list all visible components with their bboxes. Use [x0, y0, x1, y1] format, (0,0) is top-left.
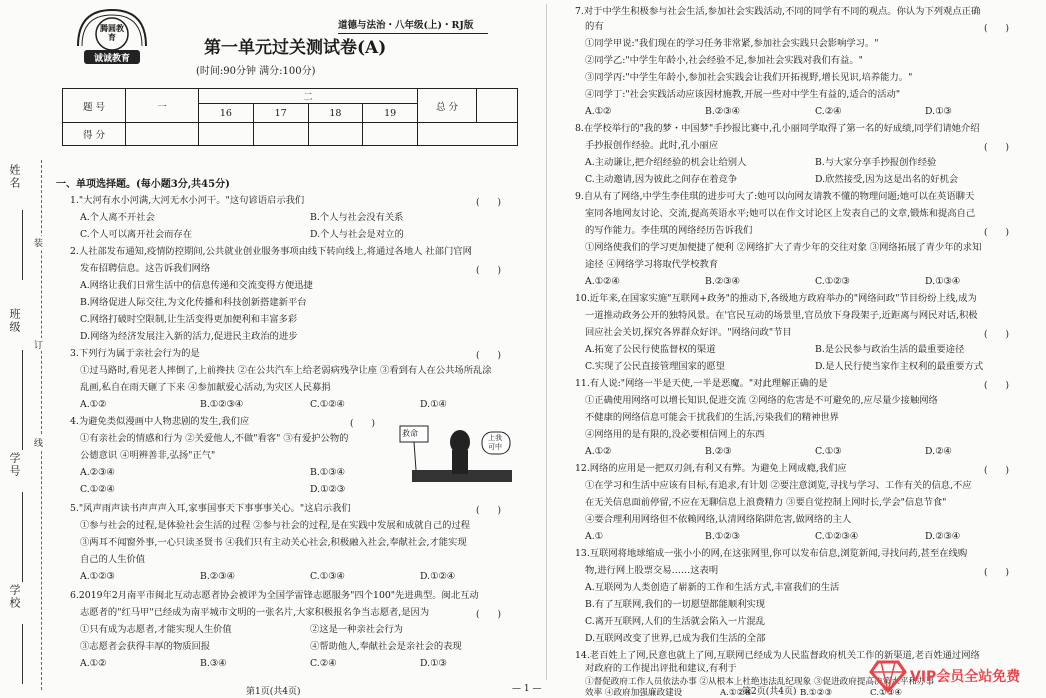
question-stem: 7.对于中学生积极参与社会生活,参加社会实践活动,不同的同学有不同的观点。你认为下列观点正确 [575, 6, 981, 17]
answer-option: D.互联网改变了世界,已成为我们生活的全部 [585, 633, 766, 644]
answer-option: D.①②③ [310, 484, 346, 495]
answer-option: C.实现了公民直接管理国家的愿望 [585, 361, 725, 372]
answer-option: B.②③④ [200, 571, 235, 582]
margin-number-label: 学号 [8, 452, 21, 478]
question-statement: ①参与社会的过程,是体验社会生活的过程 ②参与社会的过程,是在实践中发展和成就自己的过程 [80, 520, 471, 531]
question-stem: 对政府的工作提出评批和建议,有利于 [585, 663, 737, 674]
page-footer-right: 第2页(共4页) [742, 687, 797, 697]
score-table-header: 18 [308, 104, 363, 123]
answer-option: D.②④ [925, 446, 952, 457]
binding-mark: 订 [34, 338, 43, 351]
question-statement: ②同学乙:"中学生年龄小,社会经验不足,参加社会实践对我们有益。" [585, 55, 863, 66]
answer-bracket[interactable]: ( ) [350, 419, 376, 429]
answer-bracket[interactable]: ( ) [476, 198, 502, 208]
answer-option: C.①②④ [80, 484, 115, 495]
answer-bracket[interactable]: ( ) [984, 466, 1010, 476]
question-stem: 5."风声雨声读书声声声入耳,家事国事天下事事事关心。"这启示我们 [70, 503, 351, 514]
question-stem: 4.为避免类似漫画中人物悲剧的发生,我们应 [70, 416, 250, 427]
score-table-cell [418, 123, 518, 146]
question-statement: 途径 ④网络学习将取代学校教育 [585, 259, 719, 270]
question-stem: 物,进行网上股票交易……这表明 [585, 565, 719, 576]
score-table-header: 一 [126, 89, 199, 123]
cartoon-sign-text: 可中 [488, 443, 502, 451]
exam-time: (时间:90分钟 满分:100分) [196, 66, 316, 77]
question-stem: 室同各地网友讨论、交流,提高英语水平;她可以在作文讨论区上发表自己的文章,锻炼和提高自己 [585, 208, 976, 219]
header-rule [338, 33, 488, 34]
answer-option: A.①②④ [585, 276, 620, 287]
question-statement: ③同学丙:"中学生年龄小,参加社会实践会让我们开拓视野,增长见识,培养能力。" [585, 72, 913, 83]
question-stem: 的写作能力。李佳琪的网络经历告诉我们 [585, 225, 753, 236]
margin-school-label: 学校 [8, 584, 21, 610]
question-statement: ①正确使用网络可以增长知识,促进交流 ②网络的危害是不可避免的,应尽量少接触网络 [585, 395, 938, 406]
answer-option: C.①③④ [310, 571, 345, 582]
binding-mark: 线 [34, 436, 43, 449]
question-stem: 发布招聘信息。这告诉我们网络 [80, 263, 211, 274]
score-table-cell [308, 123, 363, 146]
answer-option: B.③④ [200, 658, 227, 669]
answer-option: D.①③④ [925, 276, 961, 287]
answer-option: C.离开互联网,人们的生活就会陷入一片混乱 [585, 616, 766, 627]
answer-bracket[interactable]: ( ) [476, 506, 502, 516]
question-statement: 效率 ④政府加强廉政建设 [585, 688, 683, 698]
answer-option: C.①②③④ [815, 531, 859, 542]
logo-text: 诚诚教育 [93, 54, 130, 64]
margin-rule [22, 492, 23, 582]
answer-option: C.①②③ [815, 276, 850, 287]
binding-mark: 装 [34, 236, 43, 249]
answer-bracket[interactable]: ( ) [984, 24, 1010, 34]
question-cartoon [398, 420, 518, 490]
answer-option: A.①② [80, 399, 107, 410]
answer-option: D.是人民行使当家作主权利的最重要方式 [815, 361, 984, 372]
question-stem: 志愿者的"红马甲"已经成为南平城市文明的一张名片,大家积极报名争当志愿者,是因为 [80, 607, 430, 618]
question-stem: 2.人社部发布通知,疫情防控期间,公共就业创业服务事项由线下转向线上,将通过各地人 社部门官网 [70, 246, 472, 257]
publisher-logo [72, 6, 152, 68]
question-stem: 1."大河有水小河满,大河无水小河干。"这句谚语启示我们 [70, 195, 305, 206]
question-statement: 自己的人生价值 [80, 554, 146, 565]
question-statement: ④帮助他人,奉献社会是亲社会的表现 [310, 641, 462, 652]
margin-rule [22, 624, 23, 684]
score-table-header: 16 [199, 104, 254, 123]
answer-option: D.网络为经济发展注入新的活力,促进民主政治的进步 [80, 331, 298, 342]
question-stem: 回应社会关切,探究各界群众好评。"网络问政"节目 [585, 327, 792, 338]
answer-option: B.②③④ [705, 106, 740, 117]
question-stem: 的有 [585, 21, 604, 32]
answer-option: D.②③④ [925, 531, 961, 542]
question-stem: 6.2019年2月南平市闽北互动志愿者协会被评为全国学雷锋志愿服务"四个100"先进典型。闽北互动 [70, 590, 479, 601]
question-stem: 3.下列行为属于亲社会行为的是 [70, 348, 200, 359]
score-table-cell [126, 123, 199, 146]
score-table-cell [253, 123, 308, 146]
watermark-text: VIP会员全站免费 [910, 669, 1021, 685]
answer-bracket[interactable]: ( ) [476, 351, 502, 361]
question-statement: ④要合理利用网络但不依赖网络,认清网络陷阱危害,做网络的主人 [585, 514, 852, 525]
page-footer-center: — 1 — [512, 684, 542, 694]
question-statement: 公德意识 ④明辨善非,弘扬"正气" [80, 450, 216, 461]
question-stem: 手抄报创作经验。此时,孔小丽应 [585, 140, 719, 151]
answer-option: A.①② [585, 106, 612, 117]
answer-option: C.个人可以离开社会而存在 [80, 229, 193, 240]
answer-option: D.欣然接受,因为这是出名的好机会 [815, 174, 959, 185]
answer-option: A.①②③ [80, 571, 115, 582]
question-statement: 乱画,私自在雨天砸了下来 ④参加献爱心活动,为灾区人民募捐 [80, 382, 331, 393]
page-footer-left: 第1页(共4页) [246, 687, 301, 697]
question-statement: ①过马路时,看见老人摔倒了,上前搀扶 ②在公共汽车上给老弱病残孕让座 ③看到有人在公共场所乱涂 [80, 365, 492, 376]
question-stem: 13.互联网将地球缩成一张小小的网,在这张网里,你可以发布信息,浏览新闻,寻找问药,甚至在线购 [575, 548, 968, 559]
question-stem: 8.在学校举行的"我的梦・中国梦"手抄报比赛中,孔小丽同学取得了第一名的好成绩,同学们请她介绍 [575, 123, 980, 134]
answer-option: A.①② [585, 446, 612, 457]
answer-option: B.①②③④ [200, 399, 244, 410]
answer-option: D.①③ [925, 106, 952, 117]
answer-option: A.①②④ [720, 688, 753, 698]
vip-watermark[interactable] [868, 658, 1043, 694]
answer-option: A.互联网为人类创造了崭新的工作和生活方式,丰富我们的生活 [585, 582, 840, 593]
question-statement: ②这是一种亲社会行为 [310, 624, 403, 635]
question-stem: 10.近年来,在国家实施"互联网+政务"的推动下,各级地方政府举办的"网络问政"节目纷纷上线,成为 [575, 293, 977, 304]
diamond-icon [871, 662, 905, 691]
answer-option: B.有了互联网,我们的一切愿望都能顺利实现 [585, 599, 766, 610]
answer-option: A.主动谦让,把介绍经验的机会让给别人 [585, 157, 747, 168]
question-statement: 不健康的网络信息可能会干扰我们的生活,污染我们的精神世界 [585, 412, 839, 423]
answer-option: B.①②③ [800, 688, 833, 698]
answer-option: C.网络打破时空限制,让生活变得更加便利和丰富多彩 [80, 314, 298, 325]
subject-line: 道德与法治・八年级(上)・RJ版 [338, 20, 474, 31]
answer-option: B.①②③ [705, 531, 740, 542]
score-table-header: 得 分 [63, 123, 126, 146]
answer-option: C.①③④ [870, 688, 903, 698]
answer-option: D.①②④ [420, 571, 456, 582]
question-statement: ①有亲社会的情感和行为 ②关爱他人,不做"看客" ③有爱护公物的 [80, 433, 349, 444]
answer-bracket[interactable]: ( ) [476, 266, 502, 276]
score-table-cell [199, 123, 254, 146]
score-table-cell [363, 123, 418, 146]
question-statement: ①只有成为志愿者,才能实现人生价值 [80, 624, 232, 635]
question-statement: ①在学习和生活中应该有目标,有追求,有计划 ②要注意浏览,寻找与学习、工作有关的信息,不应 [585, 480, 972, 491]
question-stem: 12.网络的应用是一把双刃剑,有利又有弊。为避免上网成瘾,我们应 [575, 463, 847, 474]
question-statement: ①网络使我们的学习更加便捷了便利 ②网络扩大了青少年的交往对象 ③网络拓展了青少年的求知 [585, 242, 982, 253]
answer-option: D.个人与社会是对立的 [310, 229, 404, 240]
answer-option: C.①③ [815, 446, 842, 457]
answer-option: B.是公民参与政治生活的最重要途径 [815, 344, 965, 355]
question-statement: 在无关信息面前停留,不应在无聊信息上浪费精力 ③要自觉控制上网时长,学会"信息节食" [585, 497, 947, 508]
margin-rule [22, 210, 23, 280]
score-table-cell [477, 89, 518, 123]
question-statement: ①同学甲说:"我们现在的学习任务非常紧,参加社会实践只会影响学习。" [585, 38, 879, 49]
answer-bracket[interactable]: ( ) [984, 228, 1010, 238]
score-table [62, 88, 518, 146]
answer-option: A.网络让我们日常生活中的信息传递和交流变得方便迅捷 [80, 280, 313, 291]
section-heading: 一、单项选择题。(每小题3分,共45分) [56, 179, 230, 190]
answer-option: C.②④ [815, 106, 842, 117]
cartoon-sign-text: 救命 [402, 429, 418, 438]
answer-option: A.① [585, 531, 604, 542]
answer-option: C.①②④ [310, 399, 345, 410]
column-divider [546, 4, 547, 680]
answer-option: B.个人与社会没有关系 [310, 212, 404, 223]
question-statement: ③两耳不闻窗外事,一心只读圣贤书 ④我们只有主动关心社会,积极融入社会,奉献社会,才能实现 [80, 537, 467, 548]
answer-option: B.与大家分享手抄报创作经验 [815, 157, 937, 168]
score-table-header: 19 [363, 104, 418, 123]
question-stem: 14.老百姓上了网,民意也就上了网,互联网已经成为人民监督政府机关工作的新渠道,老百姓通过网络 [575, 650, 980, 661]
answer-option: B.②③④ [705, 276, 740, 287]
answer-option: B.网络促进人际交往,为文化传播和科技创新搭建新平台 [80, 297, 307, 308]
answer-option: A.个人离不开社会 [80, 212, 155, 223]
answer-option: B.①③④ [310, 467, 345, 478]
answer-option: C.②④ [310, 658, 337, 669]
answer-bracket[interactable]: ( ) [476, 610, 502, 620]
question-stem: 一道推动政务公开的独特风景。在'官民互动的场景里,官员放下身段架子,近距离与网民对话,积极 [585, 310, 978, 321]
cartoon-sign-text: 上我 [488, 434, 502, 442]
margin-rule [22, 350, 23, 450]
logo-stamp-text: 腾圆教育 [100, 23, 124, 42]
answer-option: D.①④ [420, 399, 447, 410]
margin-class-label: 班级 [8, 308, 21, 334]
margin-name-label: 姓名 [8, 164, 21, 190]
question-statement: ④网络用的是有限的,没必要相信网上的东西 [585, 429, 765, 440]
answer-option: A.①② [80, 658, 107, 669]
question-statement: ③志愿者会获得丰厚的物质回报 [80, 641, 211, 652]
answer-bracket[interactable]: ( ) [984, 143, 1010, 153]
question-statement: ④同学丁:"社会实践活动应该因材施教,开展一些对中学生有益的,适合的活动" [585, 89, 901, 100]
answer-option: A.拓宽了公民行使监督权的渠道 [585, 344, 716, 355]
answer-bracket[interactable]: ( ) [984, 330, 1010, 340]
answer-option: B.②③ [705, 446, 732, 457]
answer-option: A.②③④ [80, 467, 115, 478]
answer-option: C.主动邀请,因为彼此之间存在着竞争 [585, 174, 738, 185]
score-table-header: 题 号 [63, 89, 126, 123]
score-table-header: 总 分 [418, 89, 477, 123]
answer-option: D.①③ [420, 658, 447, 669]
page-title: 第一单元过关测试卷(A) [204, 38, 387, 58]
score-table-header: 二 [199, 89, 418, 104]
score-table-header: 17 [253, 104, 308, 123]
answer-bracket[interactable]: ( ) [984, 568, 1010, 578]
question-stem: 9.自从有了网络,中学生李佳琪的进步可大了:她可以向网友请教不懂的物理问题;她可以在英语聊天 [575, 191, 975, 202]
question-stem: 11.有人说:"网络一半是天使,一半是恶魔。"对此理解正确的是 [575, 378, 828, 389]
question-statement: ①督促政府工作人员依法办事 ②从根本上杜绝违法乱纪现象 ③促进政府提高决策水平和办事 [585, 677, 935, 687]
answer-bracket[interactable]: ( ) [984, 381, 1010, 391]
